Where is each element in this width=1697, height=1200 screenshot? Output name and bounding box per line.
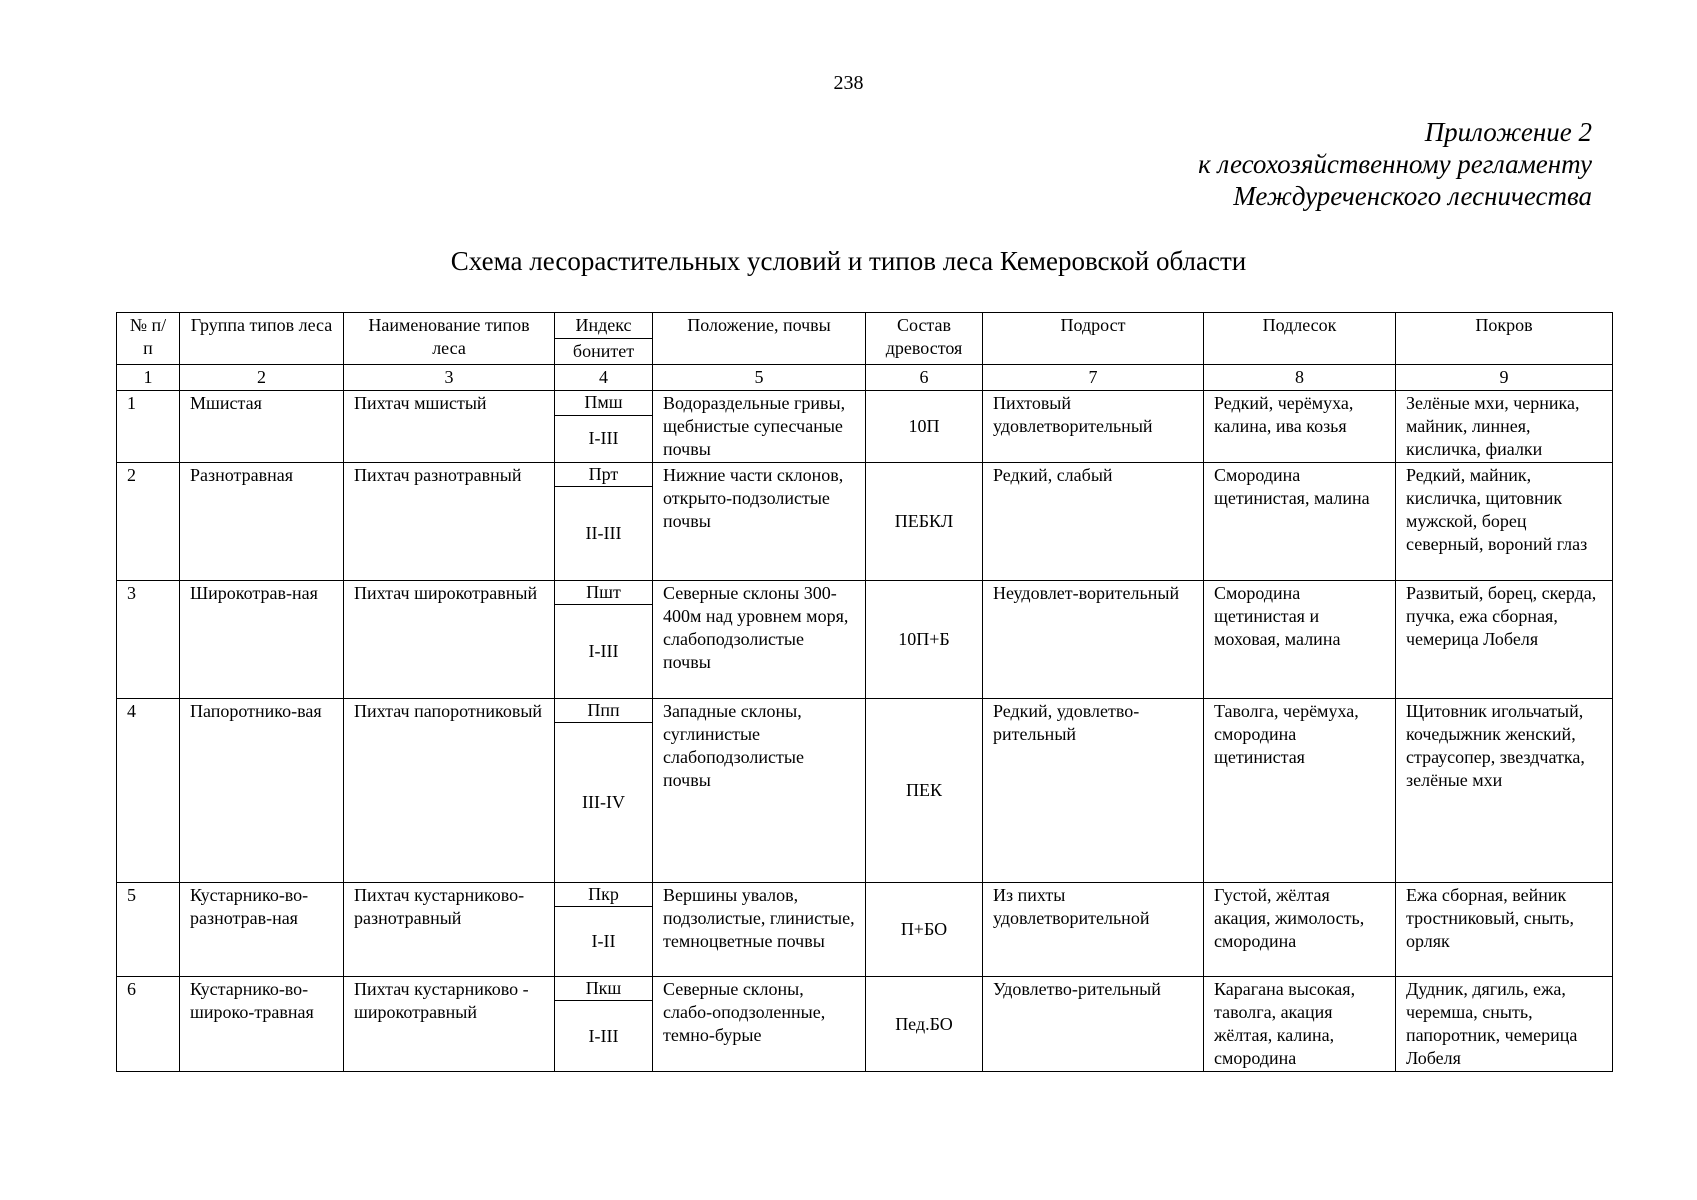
row-bonitet: I-III	[555, 1001, 653, 1072]
row-name: Пихтач папоротниковый	[344, 699, 555, 883]
header-group: Группа типов леса	[180, 313, 344, 365]
row-number: 1	[117, 391, 180, 463]
row-number: 4	[117, 699, 180, 883]
row-number: 5	[117, 883, 180, 977]
row-position: Северные склоны, слабо-оподзоленные, темно-бурые	[653, 977, 866, 1072]
row-undergrowth: Неудовлет-ворительный	[983, 581, 1204, 699]
row-composition: 10П	[866, 391, 983, 463]
row-bonitet: II-III	[555, 487, 653, 581]
row-index: Пмш	[555, 391, 653, 416]
row-index: Пшт	[555, 581, 653, 605]
row-bonitet: I-II	[555, 907, 653, 977]
row-cover: Зелёные мхи, черника, майник, линнея, кисличка, фиалки	[1396, 391, 1613, 463]
appendix-line-2: к лесохозяйственному регламенту	[1198, 149, 1592, 179]
column-numbers-row	[117, 365, 1613, 391]
row-group: Папоротнико-вая	[180, 699, 344, 883]
row-underbrush: Смородина щетинистая и моховая, малина	[1204, 581, 1396, 699]
table-row	[117, 581, 1613, 605]
row-index: Прт	[555, 463, 653, 487]
page-number: 238	[833, 72, 864, 94]
row-name: Пихтач разнотравный	[344, 463, 555, 581]
appendix-line-3: Междуреченского лесничества	[1233, 181, 1592, 211]
appendix-heading	[1198, 116, 1592, 212]
header-name: Наименование типов леса	[344, 313, 555, 365]
row-position: Северные склоны 300-400м над уровнем моря, слабоподзолистые почвы	[653, 581, 866, 699]
table-row	[117, 977, 1613, 1001]
row-index: Пкш	[555, 977, 653, 1001]
column-number: 9	[1396, 365, 1613, 391]
row-position: Нижние части склонов, открыто-подзолистые почвы	[653, 463, 866, 581]
row-bonitet: I-III	[555, 415, 653, 462]
row-group: Разнотравная	[180, 463, 344, 581]
table-row	[117, 391, 1613, 416]
header-underbrush: Подлесок	[1204, 313, 1396, 365]
row-name: Пихтач широкотравный	[344, 581, 555, 699]
header-index: Индекс	[555, 313, 653, 339]
header-cover: Покров	[1396, 313, 1613, 365]
row-undergrowth: Удовлетво-рительный	[983, 977, 1204, 1072]
row-underbrush: Редкий, черёмуха, калина, ива козья	[1204, 391, 1396, 463]
row-position: Западные склоны, суглинистые слабоподзолистые почвы	[653, 699, 866, 883]
row-underbrush: Таволга, черёмуха, смородина щетинистая	[1204, 699, 1396, 883]
document-title: Схема лесорастительных условий и типов леса Кемеровской области	[450, 246, 1247, 276]
table-row	[117, 883, 1613, 907]
row-composition: ПЕБКЛ	[866, 463, 983, 581]
row-group: Кустарнико-во-широко-травная	[180, 977, 344, 1072]
row-undergrowth: Пихтовый удовлетворительный	[983, 391, 1204, 463]
row-group: Мшистая	[180, 391, 344, 463]
row-name: Пихтач мшистый	[344, 391, 555, 463]
row-undergrowth: Из пихты удовлетворительной	[983, 883, 1204, 977]
header-undergrowth: Подрост	[983, 313, 1204, 365]
row-group: Кустарнико-во-разнотрав-ная	[180, 883, 344, 977]
row-composition: Пед.БО	[866, 977, 983, 1072]
row-underbrush: Смородина щетинистая, малина	[1204, 463, 1396, 581]
row-composition: П+БО	[866, 883, 983, 977]
column-number: 4	[555, 365, 653, 391]
row-composition: 10П+Б	[866, 581, 983, 699]
header-composition: Состав древостоя	[866, 313, 983, 365]
row-cover: Дудник, дягиль, ежа, черемша, сныть, папоротник, чемерица Лобеля	[1396, 977, 1613, 1072]
column-number: 2	[180, 365, 344, 391]
column-number: 7	[983, 365, 1204, 391]
row-underbrush: Карагана высокая, таволга, акация жёлтая, калина, смородина	[1204, 977, 1396, 1072]
row-cover: Редкий, майник, кисличка, щитовник мужской, борец северный, вороний глаз	[1396, 463, 1613, 581]
header-bonitet: бонитет	[555, 339, 653, 365]
row-undergrowth: Редкий, удовлетво-рительный	[983, 699, 1204, 883]
row-position: Водораздельные гривы, щебнистые супесчаные почвы	[653, 391, 866, 463]
row-index: Пкр	[555, 883, 653, 907]
row-number: 3	[117, 581, 180, 699]
row-name: Пихтач кустарниково - широкотравный	[344, 977, 555, 1072]
row-index: Ппп	[555, 699, 653, 723]
row-cover: Развитый, борец, скерда, пучка, ежа сборная, чемерица Лобеля	[1396, 581, 1613, 699]
row-position: Вершины увалов, подзолистые, глинистые, темноцветные почвы	[653, 883, 866, 977]
row-bonitet: I-III	[555, 605, 653, 699]
row-bonitet: III-IV	[555, 723, 653, 883]
row-composition: ПЕК	[866, 699, 983, 883]
row-name: Пихтач кустарниково-разнотравный	[344, 883, 555, 977]
forest-types-table	[116, 312, 1613, 1072]
row-cover: Ежа сборная, вейник тростниковый, сныть, орляк	[1396, 883, 1613, 977]
table-row	[117, 699, 1613, 723]
row-group: Широкотрав-ная	[180, 581, 344, 699]
table-row	[117, 463, 1613, 487]
row-underbrush: Густой, жёлтая акация, жимолость, смородина	[1204, 883, 1396, 977]
column-number: 6	[866, 365, 983, 391]
header-position: Положение, почвы	[653, 313, 866, 365]
header-row	[117, 313, 1613, 339]
row-cover: Щитовник игольчатый, кочедыжник женский, страусопер, звездчатка, зелёные мхи	[1396, 699, 1613, 883]
column-number: 5	[653, 365, 866, 391]
row-undergrowth: Редкий, слабый	[983, 463, 1204, 581]
column-number: 3	[344, 365, 555, 391]
column-number: 1	[117, 365, 180, 391]
column-number: 8	[1204, 365, 1396, 391]
row-number: 6	[117, 977, 180, 1072]
header-num: № п/п	[117, 313, 180, 365]
appendix-line-1: Приложение 2	[1424, 117, 1592, 147]
row-number: 2	[117, 463, 180, 581]
